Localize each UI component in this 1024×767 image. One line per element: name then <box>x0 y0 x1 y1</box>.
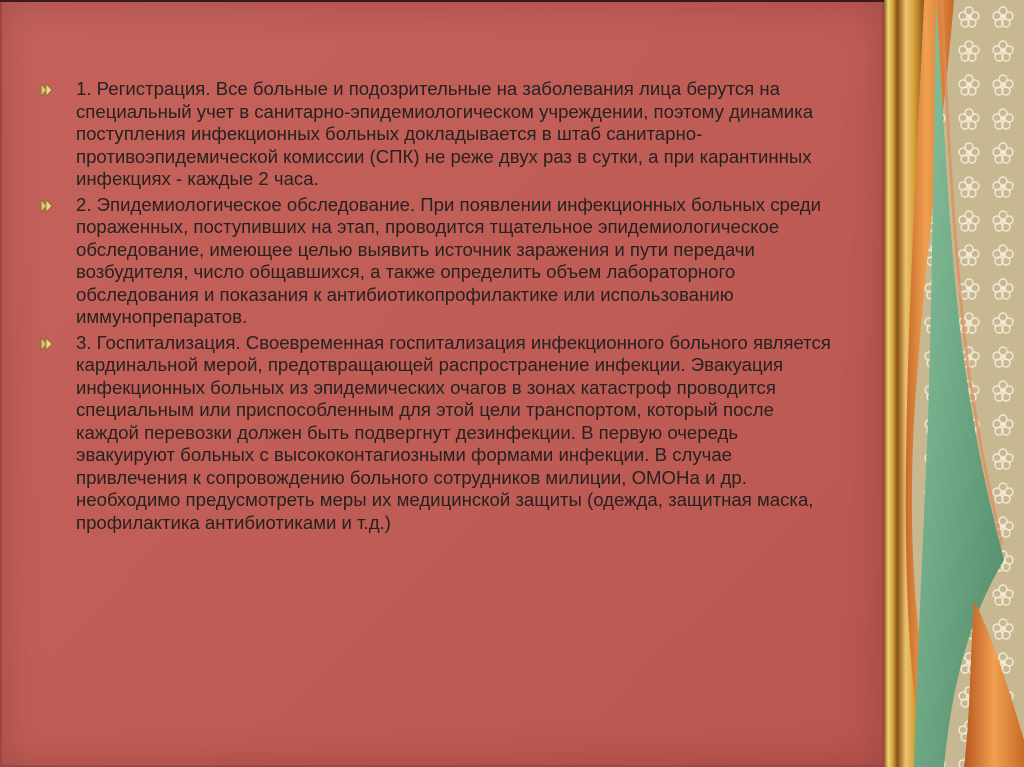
bullet-icon <box>40 199 54 213</box>
bullet-icon <box>40 83 54 97</box>
paragraph-text: 3. Госпитализация. Своевременная госпитализация инфекционного больного является кардинальной мерой, предотвращающей распространение инфекции. Эвакуация инфекционных больных из эпидемических очагов в зонах катастроф проводится специальным или приспособленным для этой цели транспортом, который после каждой перевозки должен быть подвергнут дезинфекции. В первую очередь эвакуируют больных с высококонтагиозными формами инфекции. В случае привлечения к сопровождению больного сотрудников милиции, ОМОНа и др. необходимо предусмотреть меры их медицинской защиты (одежда, защитная маска, профилактика антибиотиками и т.д.) <box>76 331 831 533</box>
bullet-list <box>40 78 840 537</box>
bullet-item-hospitalization <box>40 332 840 535</box>
floral-drape-decoration <box>884 0 1024 767</box>
bullet-icon <box>40 337 54 351</box>
paragraph-text: 1. Регистрация. Все больные и подозрительные на заболевания лица берутся на специальный учет в санитарно-эпидемиологическом учреждении, поэтому динамика поступления инфекционных больных докладывается в штаб санитарно-противоэпидемической комиссии (СПК) не реже двух раз в сутки, а при карантинных инфекциях - каждые 2 часа. <box>76 78 814 189</box>
bullet-item-registration <box>40 78 840 191</box>
paragraph-text: 2. Эпидемиологическое обследование. При появлении инфекционных больных среди пораженных, поступивших на этап, проводится тщательное эпидемиологическое обследование, имеющее целью выявить источник заражения и пути передачи возбудителя, число общавшихся, а также определить объем лабораторного обследования и показания к антибиотикопрофилактике или использованию иммунопрепаратов. <box>76 193 822 327</box>
bullet-item-epidemiological-survey <box>40 194 840 329</box>
